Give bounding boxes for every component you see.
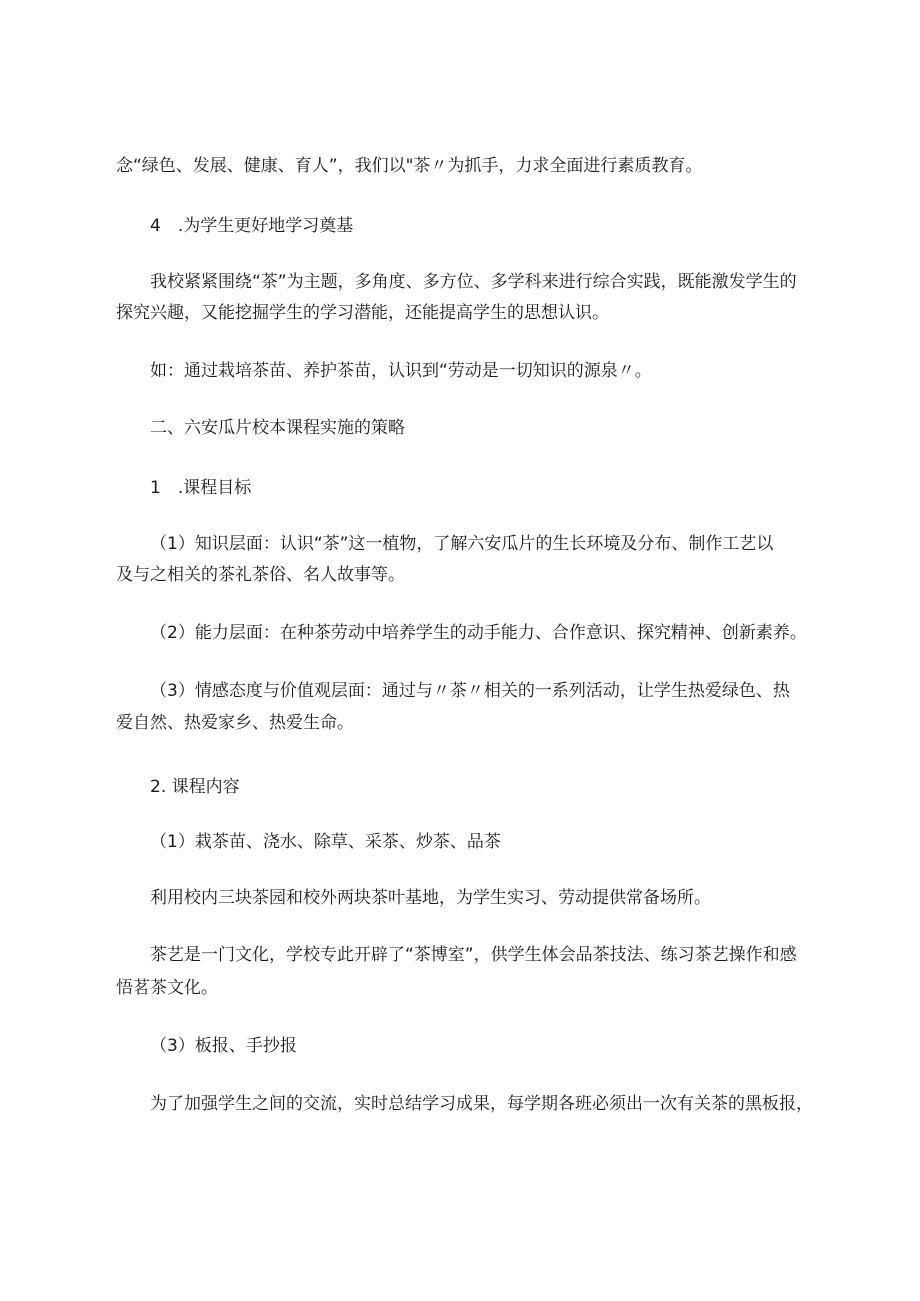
paragraph-line: 茶艺是一门文化，学校专此开辟了“茶博室”，供学生体会品茶技法、练习茶艺操作和感 [150,945,797,965]
paragraph-line: （1）知识层面：认识“茶”这一植物，了解六安瓜片的生长环境及分布、制作工艺以 [150,534,774,554]
paragraph-line: （3）板报、手抄报 [150,1036,297,1056]
paragraph-line: 为了加强学生之间的交流，实时总结学习成果，每学期各班必须出一次有关茶的黑板报， [150,1094,813,1114]
paragraph-line: 我校紧紧围绕“茶”为主题，多角度、多方位、多学科来进行综合实践，既能激发学生的 [150,272,797,292]
paragraph-line: （3）情感态度与价值观层面：通过与〃茶〃相关的一系列活动，让学生热爱绿色、热 [150,681,790,701]
paragraph-line: 念“绿色、发展、健康、育人”，我们以"茶〃为抓手，力求全面进行素质教育。 [116,156,703,176]
paragraph-line: 爱自然、热爱家乡、热爱生命。 [116,713,354,733]
paragraph-line: 如：通过栽培茶苗、养护茶苗，认识到“劳动是一切知识的源泉〃。 [150,361,652,381]
paragraph-line: （1）栽茶苗、浇水、除草、采茶、炒茶、品茶 [150,832,501,852]
paragraph-line: 及与之相关的茶礼茶俗、名人故事等。 [116,565,405,585]
paragraph-line: 利用校内三块茶园和校外两块茶叶基地，为学生实习、劳动提供常备场所。 [150,888,711,908]
section-heading: 4 .为学生更好地学习奠基 [150,216,354,236]
section-heading: 1 .课程目标 [150,478,252,498]
section-heading: 2. 课程内容 [150,777,240,797]
section-heading: 二、六安瓜片校本课程实施的策略 [150,418,405,438]
paragraph-line: 探究兴趣，又能挖掘学生的学习潜能，还能提高学生的思想认识。 [116,303,609,323]
paragraph-line: （2）能力层面：在种茶劳动中培养学生的动手能力、合作意识、探究精神、创新素养。 [150,623,807,643]
paragraph-line: 悟茗茶文化。 [116,978,218,998]
